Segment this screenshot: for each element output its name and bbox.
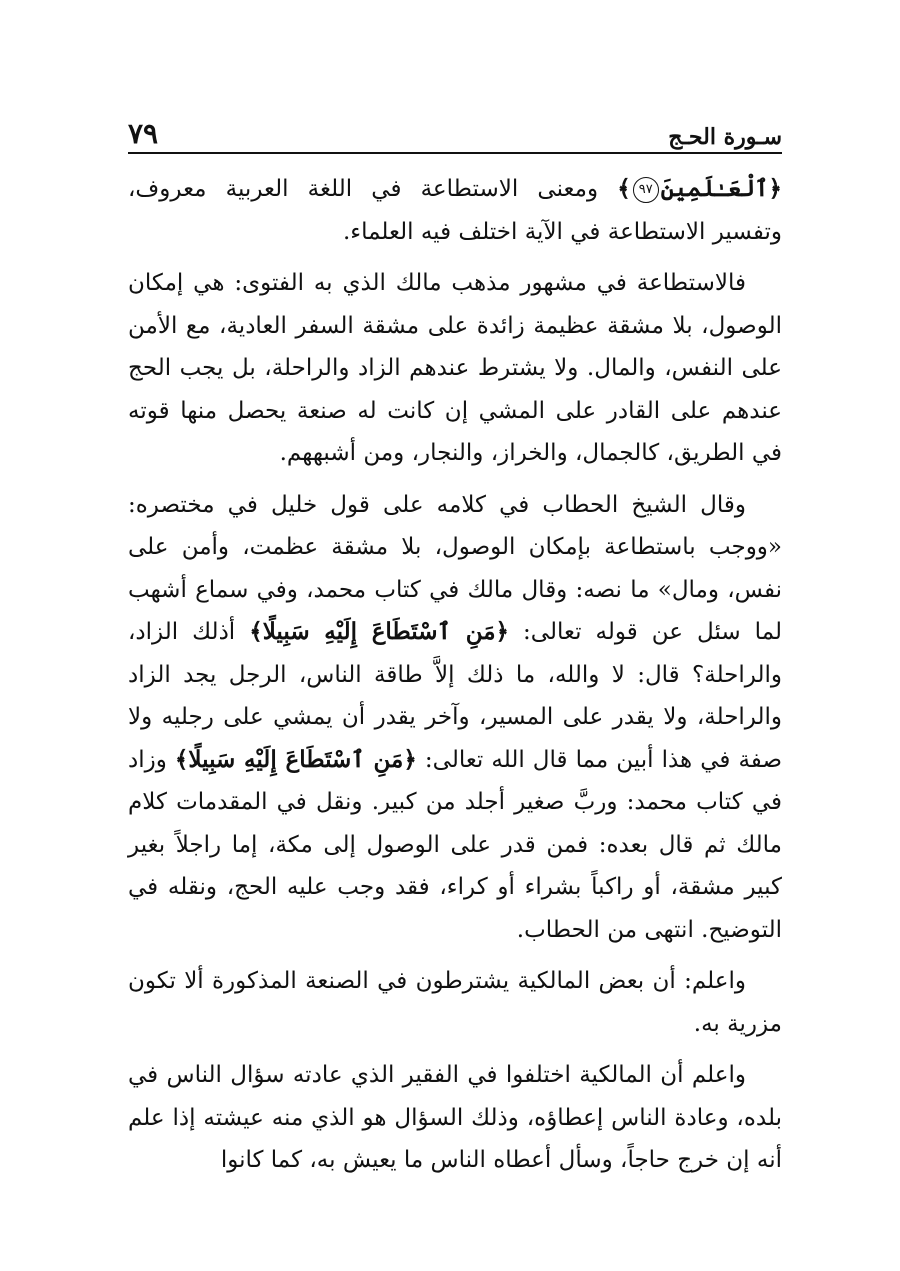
quran-quote-2: ﴿مَنِ ٱسْتَطَاعَ إِلَيْهِ سَبِيلًا﴾ [174, 745, 417, 773]
paragraph-2: فالاستطاعة في مشهور مذهب مالك الذي به الفتوى: هي إمكان الوصول، بلا مشقة عظيمة زائدة على مشقة السفر العادية، مع الأمن على النفس، والمال. ولا يشترط عندهم الزاد والراحلة، بل يجب الحج عندهم على القادر على المشي إن كانت له صنعة يحصل منها قوته في الطريق، كالجمال، والخراز، والنجار، ومن أشبههم. [128, 270, 782, 466]
paragraph-4: واعلم: أن بعض المالكية يشترطون في الصنعة المذكورة ألا تكون مزرية به. [128, 968, 782, 1037]
paragraph-3 [128, 484, 782, 952]
paragraph-3-text-3: وزاد في كتاب محمد: وربَّ صغير أجلد من كبير. ونقل في المقدمات كلام مالك ثم قال بعده: فمن قدر على الوصول إلى مكة، إما راجلاً بغير كبير مشقة، أو راكباً بشراء أو كراء، فقد وجب عليه الحج، ونقله في التوضيح. انتهى من الحطاب. [128, 746, 782, 943]
surah-title: سـورة الحـج [668, 124, 782, 150]
page-header [128, 108, 782, 150]
paragraph-5: واعلم أن المالكية اختلفوا في الفقير الذي عادته سؤال الناس في بلده، وعادة الناس إعطاؤه، وذلك السؤال هو الذي منه عيشته إذا علم أنه إن خرج حاجاً، وسأل أعطاه الناس ما يعيش به، كما كانوا [128, 1062, 782, 1173]
page-body [128, 168, 782, 1191]
paragraph-3-text-1: وقال الشيخ الحطاب في كلامه على قول خليل في مختصره: «ووجب باستطاعة بإمكان الوصول، بلا مشقة عظمت، وأمن على نفس، ومال» ما نصه: وقال مالك في كتاب محمد، وفي سماع أشهب لما سئل عن قوله تعالى: [128, 491, 782, 645]
quran-quote-1: ﴿مَنِ ٱسْتَطَاعَ إِلَيْهِ سَبِيلًا﴾ [249, 618, 510, 645]
paragraph-1 [128, 168, 782, 253]
header-divider [128, 152, 782, 154]
paragraph-3-text-2: أذلك الزاد، والراحلة؟ قال: لا والله، ما ذلك إلاَّ طاقة الناس، الرجل يجد الزاد والراحلة، ولا يقدر على المسير، وآخر يقدر أن يمشي على رجليه ولا صفة في هذا أبين مما قال الله تعالى: [128, 619, 782, 773]
page-number: ٧٩ [128, 117, 159, 150]
verse-number-marker: ٩٧ [633, 177, 659, 203]
quran-word: ٱلْعَـٰلَمِينَ [660, 175, 769, 202]
quran-bracket-open: ﴿ [768, 175, 782, 202]
quran-bracket-close: ﴾ [617, 175, 631, 202]
paragraph-1-text: ومعنى الاستطاعة في اللغة العربية معروف، وتفسير الاستطاعة في الآية اختلف فيه العلماء. [128, 176, 782, 245]
